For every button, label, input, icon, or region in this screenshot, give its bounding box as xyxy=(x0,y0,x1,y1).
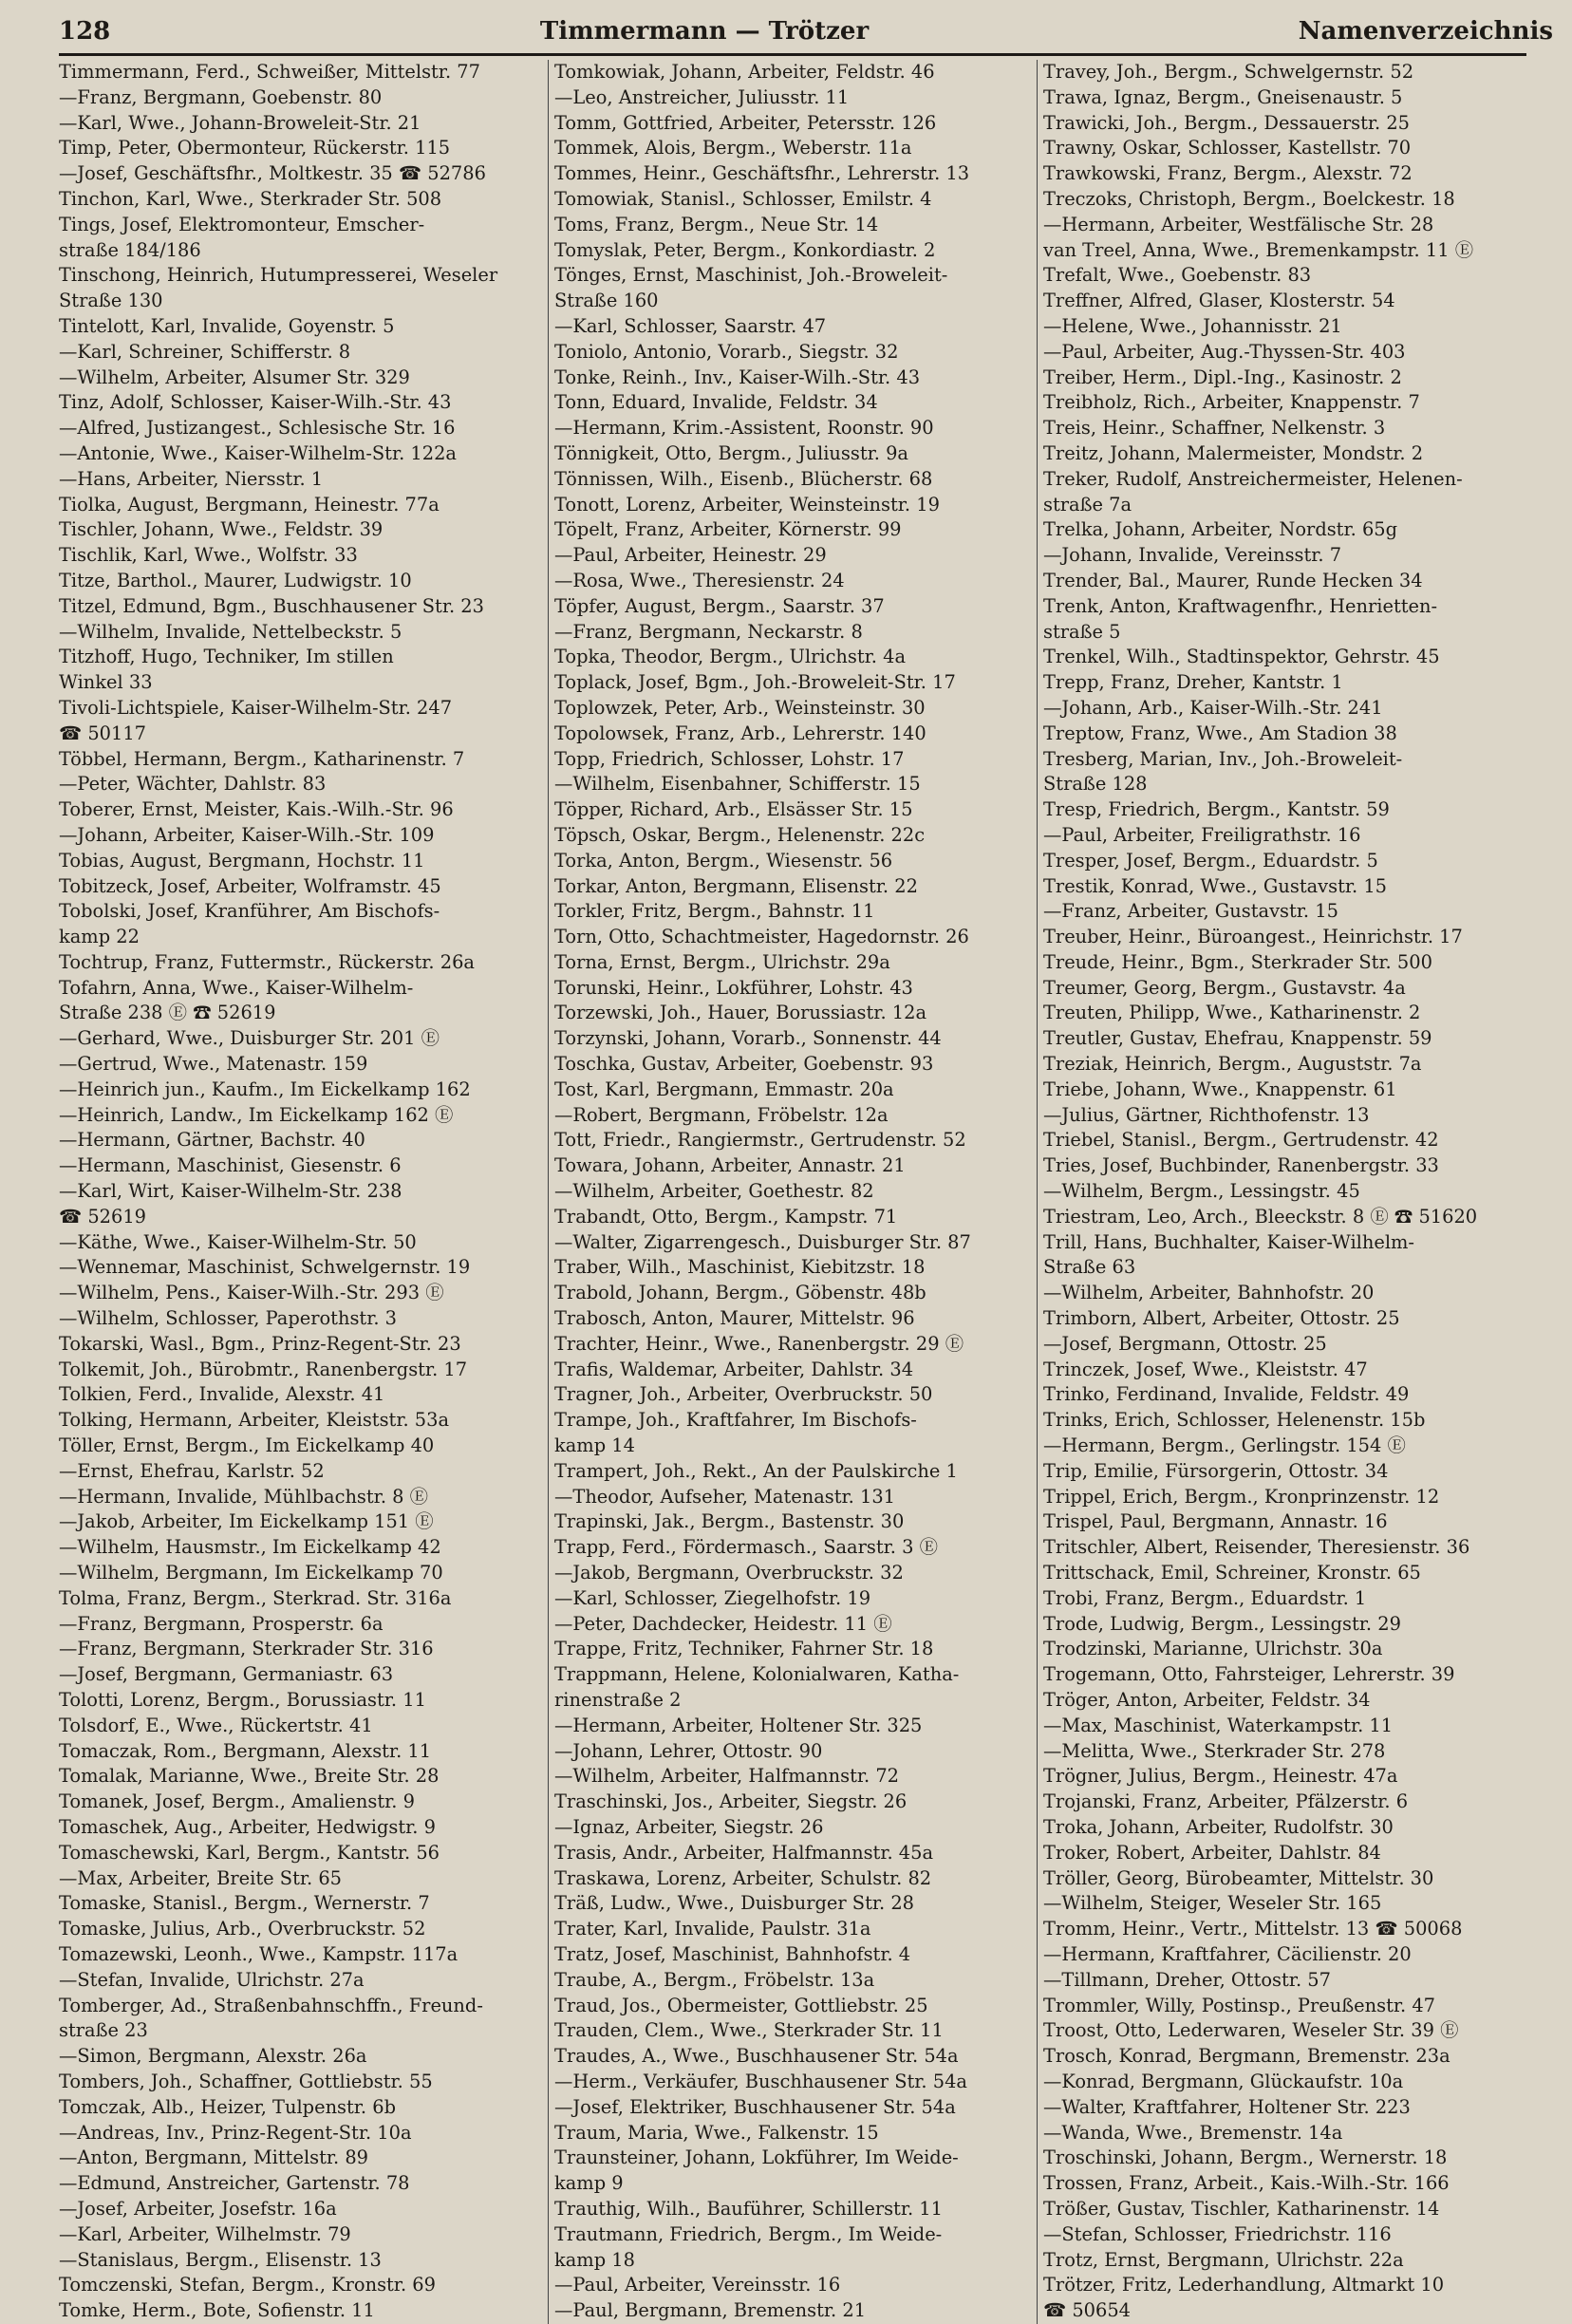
column-3 xyxy=(1037,60,1525,2324)
directory-entry-line: Tonott, Lorenz, Arbeiter, Weinsteinstr. 19 xyxy=(554,493,940,515)
directory-entry-line: Tomke, Herm., Bote, Sofienstr. 11 xyxy=(59,2299,375,2322)
directory-entry-line: Töller, Ernst, Bergm., Im Eickelkamp 40 xyxy=(59,1434,435,1457)
directory-entry-line: Tomberger, Ad., Straßenbahnschffn., Freund- xyxy=(59,1994,483,2016)
directory-entry-line: ☎ 52619 xyxy=(59,1205,147,1228)
directory-entry-line: Tobolski, Josef, Kranführer, Am Bischofs- xyxy=(59,900,440,923)
directory-entry-line: Trommler, Willy, Postinsp., Preußenstr. 47 xyxy=(1043,1994,1435,2016)
directory-entry-line: Topp, Friedrich, Schlosser, Lohstr. 17 xyxy=(554,747,905,770)
directory-entry-line: Trinko, Ferdinand, Invalide, Feldstr. 49 xyxy=(1043,1383,1410,1406)
directory-entry-line: Trawny, Oskar, Schlosser, Kastellstr. 70 xyxy=(1043,137,1412,159)
directory-entry-line: Trater, Karl, Invalide, Paulstr. 31a xyxy=(554,1918,871,1940)
directory-entry-line: Topolowsek, Franz, Arb., Lehrerstr. 140 xyxy=(554,722,926,744)
directory-entry-line: —Paul, Arbeiter, Aug.-Thyssen-Str. 403 xyxy=(1043,340,1406,363)
directory-entry-line: —Wilhelm, Hausmstr., Im Eickelkamp 42 xyxy=(59,1536,441,1559)
directory-entry-line: Trepp, Franz, Dreher, Kantstr. 1 xyxy=(1043,671,1343,694)
directory-entry-line: Toniolo, Antonio, Vorarb., Siegstr. 32 xyxy=(554,340,899,363)
directory-entry-line: Trenk, Anton, Kraftwagenfhr., Henrietten- xyxy=(1043,594,1438,617)
directory-entry-line: —Paul, Arbeiter, Freiligrathstr. 16 xyxy=(1043,823,1361,846)
directory-entry-line: Towara, Johann, Arbeiter, Annastr. 21 xyxy=(554,1154,906,1177)
directory-entry-line: Timp, Peter, Obermonteur, Rückerstr. 115 xyxy=(59,137,451,159)
directory-entry-line: Traud, Jos., Obermeister, Gottliebstr. 25 xyxy=(554,1994,928,2016)
directory-entry-line: Torunski, Heinr., Lokführer, Lohstr. 43 xyxy=(554,976,913,999)
directory-entry-line: —Jakob, Arbeiter, Im Eickelkamp 151 Ⓔ xyxy=(59,1510,434,1533)
directory-entry-line: Trelka, Johann, Arbeiter, Nordstr. 65g xyxy=(1043,518,1398,541)
directory-entry-line: Straße 238 Ⓔ ☎ 52619 xyxy=(59,1002,276,1024)
directory-entry-line: —Hermann, Gärtner, Bachstr. 40 xyxy=(59,1129,365,1152)
directory-entry-line: Tiolka, August, Bergmann, Heinestr. 77a xyxy=(59,493,440,515)
directory-entry-line: Töpsch, Oskar, Bergm., Helenenstr. 22c xyxy=(554,823,926,846)
directory-entry-line: Töpelt, Franz, Arbeiter, Körnerstr. 99 xyxy=(554,518,902,541)
directory-entry-line: —Helene, Wwe., Johannisstr. 21 xyxy=(1043,314,1342,337)
directory-entry-line: Trefalt, Wwe., Goebenstr. 83 xyxy=(1043,264,1312,287)
directory-entry-line: —Hermann, Arbeiter, Westfälische Str. 28 xyxy=(1043,213,1434,235)
directory-entry-line: —Gertrud, Wwe., Matenastr. 159 xyxy=(59,1053,368,1076)
directory-entry-line: Trapinski, Jak., Bergm., Bastenstr. 30 xyxy=(554,1510,905,1533)
directory-entry-line: Trötzer, Fritz, Lederhandlung, Altmarkt 10 xyxy=(1043,2274,1445,2296)
directory-entry-line: Tragner, Joh., Arbeiter, Overbruckstr. 50 xyxy=(554,1383,933,1406)
page-number: 128 xyxy=(59,17,111,46)
directory-entry-line: Trawicki, Joh., Bergm., Dessauerstr. 25 xyxy=(1043,111,1411,134)
directory-entry-line: —Karl, Schlosser, Ziegelhofstr. 19 xyxy=(554,1586,871,1609)
directory-entry-line: Troschinski, Johann, Bergm., Wernerstr. 18 xyxy=(1043,2146,1448,2169)
directory-entry-line: Traber, Wilh., Maschinist, Kiebitzstr. 18 xyxy=(554,1256,926,1279)
directory-entry-line: Tochtrup, Franz, Futtermstr., Rückerstr. 26a xyxy=(59,950,475,973)
directory-entry-line: Straße 160 xyxy=(554,290,659,312)
directory-entry-line: —Hermann, Krim.-Assistent, Roonstr. 90 xyxy=(554,417,934,440)
directory-entry-line: —Franz, Bergmann, Sterkrader Str. 316 xyxy=(59,1638,434,1660)
directory-entry-line: straße 5 xyxy=(1043,620,1121,643)
directory-entry-line: Trabosch, Anton, Maurer, Mittelstr. 96 xyxy=(554,1307,915,1330)
directory-entry-line: Tolkien, Ferd., Invalide, Alexstr. 41 xyxy=(59,1383,385,1406)
directory-entry-line: Trawkowski, Franz, Bergm., Alexstr. 72 xyxy=(1043,162,1413,185)
directory-entry-line: —Karl, Wirt, Kaiser-Wilhelm-Str. 238 xyxy=(59,1180,402,1203)
directory-entry-line: —Johann, Invalide, Vereinsstr. 7 xyxy=(1043,544,1342,567)
directory-entry-line: Tomaschek, Aug., Arbeiter, Hedwigstr. 9 xyxy=(59,1815,436,1838)
directory-entry-line: —Wilhelm, Arbeiter, Alsumer Str. 329 xyxy=(59,365,410,388)
directory-entry-line: Toschka, Gustav, Arbeiter, Goebenstr. 93 xyxy=(554,1053,934,1076)
directory-entry-line: Tomaske, Julius, Arb., Overbruckstr. 52 xyxy=(59,1918,426,1940)
directory-entry-line: Tomaschewski, Karl, Bergm., Kantstr. 56 xyxy=(59,1841,440,1864)
directory-entry-line: —Wilhelm, Schlosser, Paperothstr. 3 xyxy=(59,1307,398,1330)
directory-entry-line: Tischlik, Karl, Wwe., Wolfstr. 33 xyxy=(59,544,358,567)
directory-entry-line: kamp 22 xyxy=(59,926,140,948)
directory-entry-line: Treis, Heinr., Schaffner, Nelkenstr. 3 xyxy=(1043,417,1386,440)
directory-entry-line: Tomalak, Marianne, Wwe., Breite Str. 28 xyxy=(59,1765,440,1788)
header-rule xyxy=(59,53,1526,56)
directory-entry-line: Travey, Joh., Bergm., Schwelgernstr. 52 xyxy=(1043,61,1414,83)
directory-entry-line: —Simon, Bergmann, Alexstr. 26a xyxy=(59,2045,367,2068)
directory-entry-line: Torn, Otto, Schachtmeister, Hagedornstr. 26 xyxy=(554,926,969,948)
directory-entry-line: Triestram, Leo, Arch., Bleeckstr. 8 Ⓔ ☎ 51620 xyxy=(1043,1205,1478,1228)
directory-entry-line: Trispel, Paul, Bergmann, Annastr. 16 xyxy=(1043,1510,1388,1533)
directory-entry-line: —Hermann, Kraftfahrer, Cäcilienstr. 20 xyxy=(1043,1942,1412,1965)
directory-entry-line: Titze, Barthol., Maurer, Ludwigstr. 10 xyxy=(59,569,412,591)
section-title: Namenverzeichnis xyxy=(1298,17,1553,46)
directory-entry-line: kamp 9 xyxy=(554,2172,624,2195)
column-1 xyxy=(59,60,548,2324)
directory-entry-line: Trosch, Konrad, Bergmann, Bremenstr. 23a xyxy=(1043,2045,1450,2068)
directory-entry-line: Toms, Franz, Bergm., Neue Str. 14 xyxy=(554,213,879,235)
directory-entry-line: Titzhoff, Hugo, Techniker, Im stillen xyxy=(59,646,394,668)
directory-entry-line: —Antonie, Wwe., Kaiser-Wilhelm-Str. 122a xyxy=(59,441,457,464)
directory-entry-line: van Treel, Anna, Wwe., Bremenkampstr. 11 Ⓔ xyxy=(1043,238,1474,261)
columns xyxy=(59,60,1526,2324)
directory-entry-line: —Stanislaus, Bergm., Elisenstr. 13 xyxy=(59,2248,382,2271)
directory-entry-line: —Hermann, Maschinist, Giesenstr. 6 xyxy=(59,1154,402,1177)
directory-entry-line: Tombers, Joh., Schaffner, Gottliebstr. 55 xyxy=(59,2070,433,2092)
directory-entry-line: —Wilhelm, Pens., Kaiser-Wilh.-Str. 293 Ⓔ xyxy=(59,1282,444,1304)
directory-entry-line: Treziak, Heinrich, Bergm., Auguststr. 7a xyxy=(1043,1053,1422,1076)
directory-entry-line: Trasis, Andr., Arbeiter, Halfmannstr. 45a xyxy=(554,1841,934,1864)
directory-entry-line: Trode, Ludwig, Bergm., Lessingstr. 29 xyxy=(1043,1612,1401,1635)
directory-entry-line: —Karl, Arbeiter, Wilhelmstr. 79 xyxy=(59,2222,351,2245)
directory-entry-line: —Karl, Wwe., Johann-Broweleit-Str. 21 xyxy=(59,111,421,134)
directory-entry-line: —Melitta, Wwe., Sterkrader Str. 278 xyxy=(1043,1739,1386,1762)
directory-entry-line: Trachter, Heinr., Wwe., Ranenbergstr. 29 Ⓔ xyxy=(554,1332,964,1355)
directory-entry-line: —Josef, Arbeiter, Josefstr. 16a xyxy=(59,2197,337,2220)
directory-entry-line: Treffner, Alfred, Glaser, Klosterstr. 54 xyxy=(1043,290,1395,312)
directory-entry-line: Triebe, Johann, Wwe., Knappenstr. 61 xyxy=(1043,1078,1397,1100)
directory-entry-line: Winkel 33 xyxy=(59,671,153,694)
directory-entry-line: —Konrad, Bergmann, Glückaufstr. 10a xyxy=(1043,2070,1404,2092)
directory-entry-line: Torna, Ernst, Bergm., Ulrichstr. 29a xyxy=(554,950,890,973)
directory-entry-line: Trip, Emilie, Fürsorgerin, Ottostr. 34 xyxy=(1043,1459,1389,1482)
directory-entry-line: Toplowzek, Peter, Arb., Weinsteinstr. 30 xyxy=(554,696,926,719)
directory-entry-line: Trafis, Waldemar, Arbeiter, Dahlstr. 34 xyxy=(554,1358,914,1380)
directory-entry-line: Trippel, Erich, Bergm., Kronprinzenstr. 12 xyxy=(1043,1485,1440,1508)
directory-entry-line: Toberer, Ernst, Meister, Kais.-Wilh.-Str. 96 xyxy=(59,798,454,821)
directory-entry-line: —Wennemar, Maschinist, Schwelgernstr. 19 xyxy=(59,1256,471,1279)
directory-entry-line: Trabandt, Otto, Bergm., Kampstr. 71 xyxy=(554,1205,898,1228)
directory-entry-line: Tings, Josef, Elektromonteur, Emscher- xyxy=(59,213,425,235)
directory-entry-line: —Johann, Arbeiter, Kaiser-Wilh.-Str. 109 xyxy=(59,823,435,846)
directory-entry-line: —Rosa, Wwe., Theresienstr. 24 xyxy=(554,569,845,591)
directory-entry-line: ☎ 50117 xyxy=(59,722,147,744)
directory-entry-line: straße 184/186 xyxy=(59,238,201,261)
directory-entry-line: —Peter, Wächter, Dahlstr. 83 xyxy=(59,773,327,796)
directory-entry-line: Treumer, Georg, Bergm., Gustavstr. 4a xyxy=(1043,976,1406,999)
directory-entry-line: Treude, Heinr., Bgm., Sterkrader Str. 500 xyxy=(1043,950,1432,973)
directory-entry-line: Tinz, Adolf, Schlosser, Kaiser-Wilh.-Str. 43 xyxy=(59,391,452,414)
directory-entry-line: Tomm, Gottfried, Arbeiter, Petersstr. 126 xyxy=(554,111,937,134)
directory-entry-line: Trauthig, Wilh., Bauführer, Schillerstr. 11 xyxy=(554,2197,943,2220)
directory-entry-line: Tresp, Friedrich, Bergm., Kantstr. 59 xyxy=(1043,798,1390,821)
directory-entry-line: Triebel, Stanisl., Bergm., Gertrudenstr. 42 xyxy=(1043,1129,1439,1152)
directory-entry-line: —Alfred, Justizangest., Schlesische Str. 16 xyxy=(59,417,456,440)
directory-entry-line: Tomczak, Alb., Heizer, Tulpenstr. 6b xyxy=(59,2095,397,2118)
directory-entry-line: Tomaske, Stanisl., Bergm., Wernerstr. 7 xyxy=(59,1892,430,1915)
directory-entry-line: Timmermann, Ferd., Schweißer, Mittelstr. 77 xyxy=(59,61,480,83)
directory-entry-line: —Käthe, Wwe., Kaiser-Wilhelm-Str. 50 xyxy=(59,1230,417,1253)
directory-entry-line: Traschinski, Jos., Arbeiter, Siegstr. 26 xyxy=(554,1790,908,1813)
directory-entry-line: Tolsdorf, E., Wwe., Rückertstr. 41 xyxy=(59,1714,373,1736)
directory-entry-line: Trimborn, Albert, Arbeiter, Ottostr. 25 xyxy=(1043,1307,1400,1330)
directory-entry-line: —Theodor, Aufseher, Matenastr. 131 xyxy=(554,1485,895,1508)
directory-entry-line: Trögner, Julius, Bergm., Heinestr. 47a xyxy=(1043,1765,1398,1788)
directory-entry-line: Torzynski, Johann, Vorarb., Sonnenstr. 44 xyxy=(554,1027,942,1050)
directory-entry-line: rinenstraße 2 xyxy=(554,1689,682,1711)
directory-entry-line: ☎ 50654 xyxy=(1043,2299,1132,2322)
directory-entry-line: —Max, Maschinist, Waterkampstr. 11 xyxy=(1043,1714,1394,1736)
directory-entry-line: Trautmann, Friedrich, Bergm., Im Weide- xyxy=(554,2222,943,2245)
directory-entry-line: Tröller, Georg, Bürobeamter, Mittelstr. 30 xyxy=(1043,1866,1434,1889)
directory-entry-line: —Leo, Anstreicher, Juliusstr. 11 xyxy=(554,85,850,108)
directory-entry-line: Többel, Hermann, Bergm., Katharinenstr. 7 xyxy=(59,747,465,770)
directory-entry-line: Tommes, Heinr., Geschäftsfhr., Lehrerstr. 13 xyxy=(554,162,970,185)
directory-entry-line: Tomanek, Josef, Bergm., Amalienstr. 9 xyxy=(59,1790,415,1813)
directory-entry-line: —Heinrich jun., Kaufm., Im Eickelkamp 162 xyxy=(59,1078,471,1100)
directory-entry-line: Traudes, A., Wwe., Buschhausener Str. 54a xyxy=(554,2045,959,2068)
directory-entry-line: Tofahrn, Anna, Wwe., Kaiser-Wilhelm- xyxy=(59,976,414,999)
directory-entry-line: —Julius, Gärtner, Richthofenstr. 13 xyxy=(1043,1103,1370,1126)
directory-entry-line: Tröger, Anton, Arbeiter, Feldstr. 34 xyxy=(1043,1689,1371,1711)
directory-entry-line: —Josef, Bergmann, Ottostr. 25 xyxy=(1043,1332,1327,1355)
directory-entry-line: —Josef, Elektriker, Buschhausener Str. 54a xyxy=(554,2095,956,2118)
directory-entry-line: Trossen, Franz, Arbeit., Kais.-Wilh.-Str. 166 xyxy=(1043,2172,1450,2195)
directory-entry-line: Straße 63 xyxy=(1043,1256,1136,1279)
directory-entry-line: Torkler, Fritz, Bergm., Bahnstr. 11 xyxy=(554,900,875,923)
directory-entry-line: Troost, Otto, Lederwaren, Weseler Str. 39 Ⓔ xyxy=(1043,2019,1459,2042)
directory-entry-line: Trampe, Joh., Kraftfahrer, Im Bischofs- xyxy=(554,1409,917,1432)
directory-entry-line: Treptow, Franz, Wwe., Am Stadion 38 xyxy=(1043,722,1397,744)
directory-entry-line: —Gerhard, Wwe., Duisburger Str. 201 Ⓔ xyxy=(59,1027,440,1050)
directory-entry-line: Trenkel, Wilh., Stadtinspektor, Gehrstr. 45 xyxy=(1043,646,1440,668)
directory-entry-line: —Walter, Kraftfahrer, Holtener Str. 223 xyxy=(1043,2095,1411,2118)
directory-entry-line: Titzel, Edmund, Bgm., Buschhausener Str. 23 xyxy=(59,594,484,617)
directory-entry-line: Tönnigkeit, Otto, Bergm., Juliusstr. 9a xyxy=(554,441,908,464)
directory-entry-line: Trodzinski, Marianne, Ulrichstr. 30a xyxy=(1043,1638,1383,1660)
directory-entry-line: Trawa, Ignaz, Bergm., Gneisenaustr. 5 xyxy=(1043,85,1403,108)
directory-entry-line: —Hermann, Invalide, Mühlbachstr. 8 Ⓔ xyxy=(59,1485,429,1508)
directory-entry-line: —Robert, Bergmann, Fröbelstr. 12a xyxy=(554,1103,889,1126)
directory-entry-line: Treutler, Gustav, Ehefrau, Knappenstr. 59 xyxy=(1043,1027,1432,1050)
directory-entry-line: —Peter, Dachdecker, Heidestr. 11 Ⓔ xyxy=(554,1612,892,1635)
directory-entry-line: Torka, Anton, Bergm., Wiesenstr. 56 xyxy=(554,849,893,872)
directory-entry-line: —Johann, Lehrer, Ottostr. 90 xyxy=(554,1739,823,1762)
directory-entry-line: —Wilhelm, Bergm., Lessingstr. 45 xyxy=(1043,1180,1360,1203)
directory-entry-line: Troker, Robert, Arbeiter, Dahlstr. 84 xyxy=(1043,1841,1381,1864)
directory-entry-line: —Max, Arbeiter, Breite Str. 65 xyxy=(59,1866,343,1889)
directory-entry-line: —Josef, Bergmann, Germaniastr. 63 xyxy=(59,1663,394,1686)
directory-entry-line: Trapp, Ferd., Fördermasch., Saarstr. 3 Ⓔ xyxy=(554,1536,938,1559)
directory-entry-line: Töpfer, August, Bergm., Saarstr. 37 xyxy=(554,594,885,617)
directory-entry-line: Trößer, Gustav, Tischler, Katharinenstr. 14 xyxy=(1043,2197,1440,2220)
directory-entry-line: —Walter, Zigarrengesch., Duisburger Str. 87 xyxy=(554,1230,971,1253)
directory-entry-line: Treuber, Heinr., Büroangest., Heinrichstr. 17 xyxy=(1043,926,1463,948)
directory-entry-line: Traskawa, Lorenz, Arbeiter, Schulstr. 82 xyxy=(554,1866,932,1889)
directory-entry-line: —Wilhelm, Arbeiter, Halfmannstr. 72 xyxy=(554,1765,900,1788)
directory-entry-line: Tott, Friedr., Rangiermstr., Gertrudenstr. 52 xyxy=(554,1129,966,1152)
directory-entry-line: Tommek, Alois, Bergm., Weberstr. 11a xyxy=(554,137,912,159)
directory-entry-line: —Stefan, Schlosser, Friedrichstr. 116 xyxy=(1043,2222,1392,2245)
directory-entry-line: Treczoks, Christoph, Bergm., Boelckestr. 18 xyxy=(1043,187,1455,210)
directory-entry-line: —Hermann, Bergm., Gerlingstr. 154 Ⓔ xyxy=(1043,1434,1406,1457)
directory-entry-line: Tromm, Heinr., Vertr., Mittelstr. 13 ☎ 50068 xyxy=(1043,1918,1463,1940)
directory-entry-line: —Franz, Arbeiter, Gustavstr. 15 xyxy=(1043,900,1338,923)
directory-entry-line: Trauden, Clem., Wwe., Sterkrader Str. 11 xyxy=(554,2019,944,2042)
directory-entry-line: Tolking, Hermann, Arbeiter, Kleiststr. 53a xyxy=(59,1409,450,1432)
directory-entry-line: —Wilhelm, Eisenbahner, Schifferstr. 15 xyxy=(554,773,921,796)
directory-entry-line: —Karl, Schreiner, Schifferstr. 8 xyxy=(59,340,351,363)
directory-entry-line: —Wilhelm, Arbeiter, Goethestr. 82 xyxy=(554,1180,874,1203)
directory-entry-line: —Anton, Bergmann, Mittelstr. 89 xyxy=(59,2146,369,2169)
directory-entry-line: —Hans, Arbeiter, Niersstr. 1 xyxy=(59,467,324,490)
directory-entry-line: Traunsteiner, Johann, Lokführer, Im Weide- xyxy=(554,2146,959,2169)
directory-entry-line: Trojanski, Franz, Arbeiter, Pfälzerstr. 6 xyxy=(1043,1790,1409,1813)
directory-entry-line: Toplack, Josef, Bgm., Joh.-Broweleit-Str. 17 xyxy=(554,671,956,694)
directory-entry-line: —Ignaz, Arbeiter, Siegstr. 26 xyxy=(554,1815,824,1838)
directory-entry-line: —Ernst, Ehefrau, Karlstr. 52 xyxy=(59,1459,325,1482)
directory-entry-line: —Wilhelm, Steiger, Weseler Str. 165 xyxy=(1043,1892,1382,1915)
directory-entry-line: Traum, Maria, Wwe., Falkenstr. 15 xyxy=(554,2121,879,2144)
directory-entry-line: —Heinrich, Landw., Im Eickelkamp 162 Ⓔ xyxy=(59,1103,454,1126)
directory-entry-line: Trill, Hans, Buchhalter, Kaiser-Wilhelm- xyxy=(1043,1230,1414,1253)
directory-entry-line: kamp 14 xyxy=(554,1434,635,1457)
directory-entry-line: Tönges, Ernst, Maschinist, Joh.-Broweleit- xyxy=(554,264,948,287)
directory-entry-line: Tischler, Johann, Wwe., Feldstr. 39 xyxy=(59,518,384,541)
directory-entry-line: —Andreas, Inv., Prinz-Regent-Str. 10a xyxy=(59,2121,412,2144)
directory-entry-line: Tobitzeck, Josef, Arbeiter, Wolframstr. 45 xyxy=(59,874,441,897)
directory-entry-line: Trobi, Franz, Bergm., Eduardstr. 1 xyxy=(1043,1586,1367,1609)
directory-entry-line: Trinks, Erich, Schlosser, Helenenstr. 15b xyxy=(1043,1409,1426,1432)
directory-entry-line: —Hermann, Arbeiter, Holtener Str. 325 xyxy=(554,1714,923,1736)
page-title: Timmermann — Trötzer xyxy=(539,17,870,46)
directory-entry-line: Torzewski, Joh., Hauer, Borussiastr. 12a xyxy=(554,1002,927,1024)
directory-entry-line: Tonn, Eduard, Invalide, Feldstr. 34 xyxy=(554,391,878,414)
directory-entry-line: Töpper, Richard, Arb., Elsässer Str. 15 xyxy=(554,798,913,821)
directory-entry-line: Troka, Johann, Arbeiter, Rudolfstr. 30 xyxy=(1043,1815,1394,1838)
directory-entry-line: —Wilhelm, Arbeiter, Bahnhofstr. 20 xyxy=(1043,1282,1375,1304)
directory-entry-line: Tolma, Franz, Bergm., Sterkrad. Str. 316a xyxy=(59,1586,452,1609)
directory-entry-line: Tintelott, Karl, Invalide, Goyenstr. 5 xyxy=(59,314,395,337)
directory-entry-line: Trittschack, Emil, Schreiner, Kronstr. 65 xyxy=(1043,1562,1421,1584)
directory-entry-line: Treitz, Johann, Malermeister, Mondstr. 2 xyxy=(1043,441,1424,464)
directory-entry-line: Trabold, Johann, Bergm., Göbenstr. 48b xyxy=(554,1282,926,1304)
directory-entry-line: Tresper, Josef, Bergm., Eduardstr. 5 xyxy=(1043,849,1378,872)
directory-entry-line: —Franz, Bergmann, Neckarstr. 8 xyxy=(554,620,863,643)
directory-entry-line: Tost, Karl, Bergmann, Emmastr. 20a xyxy=(554,1078,894,1100)
directory-entry-line: —Edmund, Anstreicher, Gartenstr. 78 xyxy=(59,2172,410,2195)
column-2 xyxy=(548,60,1037,2324)
directory-entry-line: —Wilhelm, Bergmann, Im Eickelkamp 70 xyxy=(59,1562,443,1584)
directory-entry-line: Trappmann, Helene, Kolonialwaren, Katha- xyxy=(554,1663,960,1686)
directory-entry-line: Tries, Josef, Buchbinder, Ranenbergstr. 33 xyxy=(1043,1154,1439,1177)
directory-entry-line: Tresberg, Marian, Inv., Joh.-Broweleit- xyxy=(1043,747,1403,770)
directory-entry-line: Tomaczak, Rom., Bergmann, Alexstr. 11 xyxy=(59,1739,432,1762)
directory-entry-line: Straße 128 xyxy=(1043,773,1148,796)
directory-entry-line: Tomazewski, Leonh., Wwe., Kampstr. 117a xyxy=(59,1942,458,1965)
directory-entry-line: —Paul, Arbeiter, Vereinsstr. 16 xyxy=(554,2274,841,2296)
directory-entry-line: Treuten, Philipp, Wwe., Katharinenstr. 2 xyxy=(1043,1002,1421,1024)
directory-entry-line: Treker, Rudolf, Anstreichermeister, Helenen- xyxy=(1043,467,1463,490)
directory-entry-line: —Paul, Bergmann, Bremenstr. 21 xyxy=(554,2299,867,2322)
directory-entry-line: Treibholz, Rich., Arbeiter, Knappenstr. 7 xyxy=(1043,391,1420,414)
directory-entry-line: Tobias, August, Bergmann, Hochstr. 11 xyxy=(59,849,425,872)
directory-entry-line: Tinschong, Heinrich, Hutumpresserei, Weseler xyxy=(59,264,498,287)
directory-entry-line: straße 7a xyxy=(1043,493,1132,515)
directory-entry-line: Tonke, Reinh., Inv., Kaiser-Wilh.-Str. 43 xyxy=(554,365,921,388)
directory-entry-line: Tomkowiak, Johann, Arbeiter, Feldstr. 46 xyxy=(554,61,935,83)
directory-entry-line: —Johann, Arb., Kaiser-Wilh.-Str. 241 xyxy=(1043,696,1383,719)
directory-entry-line: —Wilhelm, Invalide, Nettelbeckstr. 5 xyxy=(59,620,402,643)
directory-entry-line: Traube, A., Bergm., Fröbelstr. 13a xyxy=(554,1968,875,1991)
directory-entry-line: Topka, Theodor, Bergm., Ulrichstr. 4a xyxy=(554,646,907,668)
directory-entry-line: Tratz, Josef, Maschinist, Bahnhofstr. 4 xyxy=(554,1942,911,1965)
directory-entry-line: Tolotti, Lorenz, Bergm., Borussiastr. 11 xyxy=(59,1689,426,1711)
directory-entry-line: Tivoli-Lichtspiele, Kaiser-Wilhelm-Str. 247 xyxy=(59,696,453,719)
directory-entry-line: Tokarski, Wasl., Bgm., Prinz-Regent-Str. 23 xyxy=(59,1332,461,1355)
directory-entry-line: straße 23 xyxy=(59,2019,148,2042)
directory-entry-line: —Karl, Schlosser, Saarstr. 47 xyxy=(554,314,827,337)
directory-entry-line: Tomczenski, Stefan, Bergm., Kronstr. 69 xyxy=(59,2274,436,2296)
directory-entry-line: Tolkemit, Joh., Bürobmtr., Ranenbergstr. 17 xyxy=(59,1358,468,1380)
directory-entry-line: Tritschler, Albert, Reisender, Theresienstr. 36 xyxy=(1043,1536,1470,1559)
directory-entry-line: —Herm., Verkäufer, Buschhausener Str. 54a xyxy=(554,2070,967,2092)
directory-entry-line: —Stefan, Invalide, Ulrichstr. 27a xyxy=(59,1968,365,1991)
directory-entry-line: Straße 130 xyxy=(59,290,163,312)
directory-entry-line: Träß, Ludw., Wwe., Duisburger Str. 28 xyxy=(554,1892,914,1915)
directory-entry-line: Tinchon, Karl, Wwe., Sterkrader Str. 508 xyxy=(59,187,442,210)
directory-entry-line: Treiber, Herm., Dipl.-Ing., Kasinostr. 2 xyxy=(1043,365,1402,388)
directory-entry-line: kamp 18 xyxy=(554,2248,635,2271)
directory-entry-line: Trogemann, Otto, Fahrsteiger, Lehrerstr. 39 xyxy=(1043,1663,1455,1686)
directory-entry-line: Trinczek, Josef, Wwe., Kleiststr. 47 xyxy=(1043,1358,1368,1380)
directory-entry-line: Trappe, Fritz, Techniker, Fahrner Str. 18 xyxy=(554,1638,934,1660)
directory-entry-line: —Josef, Geschäftsfhr., Moltkestr. 35 ☎ 52786 xyxy=(59,162,486,185)
directory-entry-line: Trestik, Konrad, Wwe., Gustavstr. 15 xyxy=(1043,874,1388,897)
directory-entry-line: Trotz, Ernst, Bergmann, Ulrichstr. 22a xyxy=(1043,2248,1404,2271)
directory-entry-line: —Jakob, Bergmann, Overbruckstr. 32 xyxy=(554,1562,904,1584)
directory-entry-line: —Franz, Bergmann, Goebenstr. 80 xyxy=(59,85,383,108)
directory-entry-line: Trender, Bal., Maurer, Runde Hecken 34 xyxy=(1043,569,1423,591)
directory-entry-line: Tomowiak, Stanisl., Schlosser, Emilstr. 4 xyxy=(554,187,932,210)
directory-entry-line: Tönnissen, Wilh., Eisenb., Blücherstr. 68 xyxy=(554,467,933,490)
directory-entry-line: —Wanda, Wwe., Bremenstr. 14a xyxy=(1043,2121,1343,2144)
directory-entry-line: —Tillmann, Dreher, Ottostr. 57 xyxy=(1043,1968,1331,1991)
directory-entry-line: —Paul, Arbeiter, Heinestr. 29 xyxy=(554,544,827,567)
directory-entry-line: Torkar, Anton, Bergmann, Elisenstr. 22 xyxy=(554,874,918,897)
page-header xyxy=(59,17,1553,51)
directory-entry-line: Trampert, Joh., Rekt., An der Paulskirche 1 xyxy=(554,1459,958,1482)
directory-entry-line: —Franz, Bergmann, Prosperstr. 6a xyxy=(59,1612,384,1635)
directory-entry-line: Tomyslak, Peter, Bergm., Konkordiastr. 2 xyxy=(554,238,936,261)
